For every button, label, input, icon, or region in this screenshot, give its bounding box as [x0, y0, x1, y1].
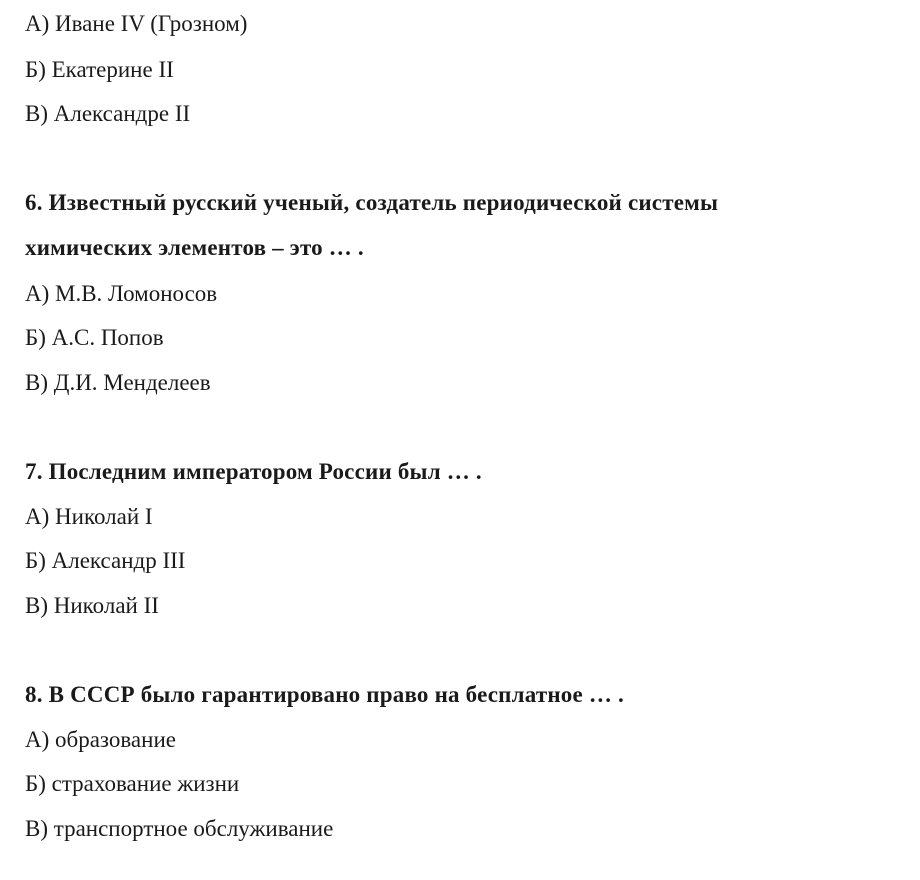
question-6-title-line1: 6. Известный русский ученый, создатель периодической системы: [25, 190, 719, 215]
question-6-option-c: В) Д.И. Менделеев: [25, 370, 211, 395]
question-6-option-a: А) М.В. Ломоносов: [25, 281, 218, 306]
prev-option-a: А) Иване IV (Грозном): [25, 11, 248, 36]
question-6-title-line2: химических элементов – это … .: [25, 235, 364, 260]
question-7-title: 7. Последним императором России был … .: [25, 459, 482, 484]
question-8-option-c: В) транспортное обслуживание: [25, 816, 334, 841]
question-7-option-b: Б) Александр III: [25, 548, 186, 573]
prev-option-b: Б) Екатерине II: [25, 57, 174, 82]
question-8-option-b: Б) страхование жизни: [25, 771, 240, 796]
question-7-option-a: А) Николай I: [25, 504, 153, 529]
prev-option-c: В) Александре II: [25, 101, 191, 126]
question-7-option-c: В) Николай II: [25, 593, 159, 618]
question-8-option-a: А) образование: [25, 727, 176, 752]
question-6-option-b: Б) А.С. Попов: [25, 325, 164, 350]
question-8-title: 8. В СССР было гарантировано право на бесплатное … .: [25, 682, 624, 707]
